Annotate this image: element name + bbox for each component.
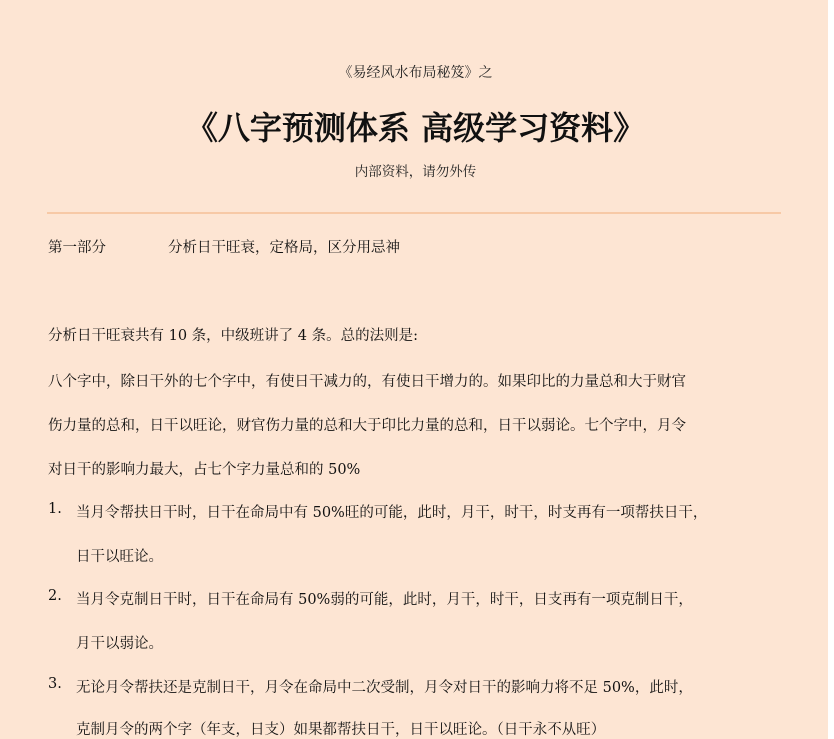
list-item-text: 无论月令帮扶还是克制日干，月令在命局中二次受制，月令对日干的影响力将不足 50%，此时， [76, 680, 693, 696]
section-title: 分析日干旺衰，定格局，区分用忌神 [168, 240, 400, 256]
list-item-text: 克制月令的两个字（年支，日支）如果都帮扶日干，日干以旺论。（日干永不从旺） [76, 722, 606, 738]
paragraph-line: 八个字中，除日干外的七个字中，有使日干减力的，有使日干增力的。如果印比的力量总和大于财官 [48, 374, 686, 390]
list-item-text: 当月令克制日干时，日干在命局有 50%弱的可能，此时，月干，时干，日支再有一项克制日干， [76, 592, 693, 608]
paragraph-line: 伤力量的总和，日干以旺论，财官伤力量的总和大于印比力量的总和，日干以弱论。七个字中，月令 [48, 418, 686, 434]
list-item-number: 2. [48, 588, 62, 604]
list-item-number: 3. [48, 676, 62, 692]
list-item-text: 当月令帮扶日干时，日干在命局中有 50%旺的可能，此时，月干，时干，时支再有一项帮扶日干， [76, 505, 708, 521]
section-heading [48, 236, 400, 257]
list-item-number: 1. [48, 501, 62, 517]
page-edge [828, 0, 831, 739]
document-title: 《八字预测体系 高级学习资料》 [185, 109, 646, 147]
paragraph-line: 对日干的影响力最大，占七个字力量总和的 50% [48, 462, 361, 478]
section-number: 第一部分 [48, 240, 106, 256]
intro-text: 分析日干旺衰共有 10 条，中级班讲了 4 条。总的法则是: [48, 328, 418, 344]
list-item-text: 日干以旺论。 [76, 549, 163, 565]
confidential-note: 内部资料，请勿外传 [354, 164, 477, 180]
series-title: 《易经风水布局秘笈》之 [338, 65, 493, 81]
list-item-text: 月干以弱论。 [76, 636, 163, 652]
header-divider [47, 212, 781, 214]
